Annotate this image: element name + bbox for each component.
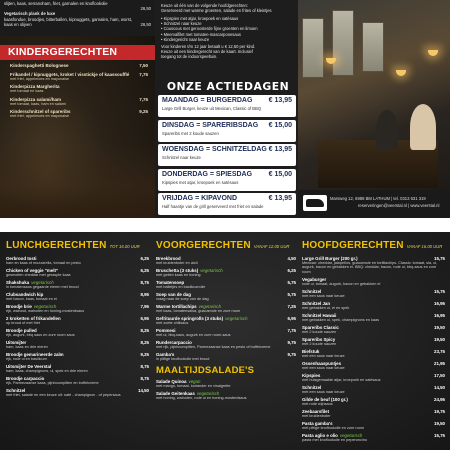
menu-item-name: Salade Geitenkaas bbox=[156, 391, 195, 397]
actiedag-head bbox=[162, 171, 292, 179]
kinder-item bbox=[10, 84, 148, 93]
window-decor bbox=[302, 18, 324, 78]
menu-item-desc: met kruidenboter en aioli bbox=[156, 261, 198, 265]
actiedag-block bbox=[158, 193, 296, 215]
menu-item-name: Tomatensoep bbox=[156, 280, 185, 285]
kinder-item-desc: met tomaat, kaas, ham en salami bbox=[10, 101, 66, 106]
menu-item-price: 21,95 bbox=[434, 360, 445, 366]
menu-item bbox=[6, 340, 149, 349]
menu-item-name: Uitsmijter De Veerstal bbox=[6, 364, 52, 369]
menu-item-desc: met pittige knoflookolie en zure room bbox=[302, 425, 365, 430]
header-line-name: Vegetarisch plank de luxe bbox=[4, 11, 56, 17]
actiedag-dish: SPARERIBSDAG bbox=[202, 121, 259, 129]
menu-item bbox=[302, 421, 445, 430]
actiedag-day: DONDERDAG bbox=[162, 170, 208, 178]
actiedag-desc: Half haantje van de grill geserveerd met friet en salade bbox=[162, 204, 264, 209]
header-line-price: 26,50 bbox=[140, 6, 151, 12]
menu-item bbox=[156, 328, 296, 337]
salades-list bbox=[156, 379, 296, 400]
intro-bullet: • Meervalfilet met tomaten-mascarponesaus bbox=[161, 32, 295, 37]
intro-line: Keuze uit één van de volgende hoofdgerechten: bbox=[161, 3, 248, 8]
actiedag-price: € 15,00 bbox=[268, 121, 292, 129]
menu-item-name: Schnitzel bbox=[302, 384, 322, 390]
kinder-item bbox=[10, 72, 148, 81]
actiedag-block bbox=[158, 144, 296, 166]
voorgerechten-hours: VANAF 12.00 UUR bbox=[253, 244, 290, 249]
menu-item-desc: met een saus naar keuze bbox=[302, 389, 345, 394]
actiedag-price: € 13,95 bbox=[268, 97, 292, 104]
header-line-desc: kaas en olijven bbox=[4, 21, 32, 27]
menu-item bbox=[302, 373, 445, 382]
menu-item-name: Soep van de dag bbox=[156, 292, 191, 297]
menu-item-name: 2 kroketten of frikandellen bbox=[6, 316, 61, 321]
menu-item-name: Biefstuk bbox=[302, 348, 320, 354]
menu-item bbox=[6, 352, 149, 361]
actiedag-price: € 13,95 bbox=[268, 195, 292, 202]
restaurant-photo-left bbox=[0, 140, 155, 218]
menu-item-desc: met huisgemaakte atjar, kroepoek en satésaus bbox=[302, 377, 381, 382]
menu-item bbox=[156, 256, 296, 265]
footnote-line: Keuze uit een kindergerecht van de kaart. Inclusief bbox=[161, 48, 253, 54]
menu-item-name: Spareribs Spicy bbox=[302, 336, 336, 342]
diet-label: vegetarisch bbox=[33, 304, 57, 309]
menu-item-desc: gesmolten cheddar met geraspte kaas bbox=[6, 273, 71, 277]
menu-item-desc: met een saus naar keuze bbox=[302, 293, 345, 298]
diet-label: vegetarisch bbox=[225, 316, 248, 321]
menu-item-price: 6,95 bbox=[287, 316, 296, 321]
menu-item-desc: met ui, bbq-saus, augurk en zure room-saus bbox=[156, 333, 231, 337]
actiedag-head bbox=[162, 195, 292, 203]
menu-item bbox=[156, 316, 296, 325]
menu-item-desc: met rijk, pijnboompitten, Parmezaanse kaas en pesto of truffelcreme bbox=[156, 345, 271, 349]
menu-item-name: Broodje gemarineerde zalm bbox=[6, 352, 64, 357]
menu-item bbox=[156, 352, 296, 361]
actiedag-price: € 13,95 bbox=[268, 146, 292, 153]
menu-item-name: Broodje brie bbox=[6, 304, 32, 309]
kinder-item-name: Kinderpizza Margherita bbox=[10, 84, 60, 89]
actiedag-block bbox=[158, 95, 296, 117]
window-decor bbox=[332, 10, 354, 76]
menu-item bbox=[156, 304, 296, 313]
hoofdgerechten-column bbox=[302, 232, 445, 450]
menu-item-desc: met rode wijnsaus bbox=[302, 401, 333, 406]
menu-item-price: 9,75 bbox=[287, 352, 296, 357]
footer-address: Marsweg 12, 6988 BM LATHUM | tel. 0313 631 319 bbox=[330, 196, 426, 201]
menu-item-price: 6,25 bbox=[140, 268, 149, 273]
actiedag-name: MAANDAG = BURGERDAG bbox=[162, 97, 253, 104]
menu-item-name: Pommesi bbox=[156, 328, 176, 333]
menu-item-price: 7,75 bbox=[287, 328, 296, 333]
menu-item-price: 15,75 bbox=[434, 432, 445, 438]
actiedag-day: WOENSDAG bbox=[162, 146, 204, 153]
top-middle-panel bbox=[155, 0, 298, 218]
actiedag-head bbox=[162, 122, 292, 130]
menu-item bbox=[156, 292, 296, 301]
intro-bullet-list bbox=[161, 16, 295, 43]
menu-item-desc: ham en kaas of mozzarella, tomaat en pesto bbox=[6, 261, 81, 265]
menu-item bbox=[156, 379, 296, 388]
menu-item bbox=[302, 409, 445, 418]
menu-item bbox=[302, 256, 445, 274]
menu-item bbox=[156, 340, 296, 349]
lunch-hours: TOT 16.00 UUR bbox=[109, 244, 140, 249]
menu-item-price: 6,25 bbox=[140, 256, 149, 261]
intro-line: Geserveerd met warme groenten, salade en frites of kleintjes bbox=[161, 8, 272, 14]
menu-item-name: Broodje carpaccio bbox=[6, 376, 45, 381]
actiedag-day: VRIJDAG bbox=[162, 195, 194, 202]
restaurant-photo-right bbox=[298, 0, 450, 218]
menu-item-price: 7,95 bbox=[140, 304, 149, 309]
kinder-item-name: Kinderspaghetti Bolognese bbox=[10, 63, 69, 68]
voorgerechten-list bbox=[156, 256, 296, 361]
menu-item bbox=[302, 349, 445, 358]
menu-item-price: 5,75 bbox=[287, 292, 296, 297]
menu-item bbox=[302, 337, 445, 346]
actiedag-head bbox=[162, 97, 292, 105]
actiedag-desc: Spareribs met 2 koude sauzen bbox=[162, 130, 219, 136]
kinder-item bbox=[10, 63, 148, 68]
menu-item-price: 4,50 bbox=[287, 256, 296, 261]
diet-label: vegetarisch bbox=[200, 268, 223, 273]
kinder-item bbox=[10, 97, 148, 106]
actiedag-dish: SCHNITZELDAG bbox=[211, 146, 267, 153]
intro-footnote bbox=[161, 44, 295, 60]
header-line-price: 26,50 bbox=[140, 21, 151, 27]
menu-item bbox=[6, 364, 149, 373]
header-line-desc: kaasfondue, broodjes, bitterballen, kipnuggets, garnalen, ham, worst, bbox=[4, 16, 133, 22]
diet-label: vegetarisch bbox=[196, 391, 220, 397]
menu-item bbox=[302, 325, 445, 334]
menu-item bbox=[6, 256, 149, 265]
header-line-desc: slijten, kaas, serranoham, friet, garnalen en knoflookolie bbox=[4, 1, 108, 6]
lunch-column bbox=[6, 232, 149, 450]
kinder-section-bar bbox=[0, 45, 155, 60]
diet-label: vegetarisch bbox=[198, 304, 222, 309]
menu-item-desc: rijk, rode ui en basilicum bbox=[6, 357, 47, 361]
brochure-footer bbox=[298, 190, 450, 218]
menu-item bbox=[302, 433, 445, 442]
menu-item-price: 14,50 bbox=[434, 384, 445, 390]
menu-item-price: 17,50 bbox=[434, 372, 445, 378]
kinder-item-head bbox=[10, 63, 148, 68]
hoofdgerechten-hours: VANAF 16.00 UUR bbox=[406, 244, 443, 249]
header-menu-line bbox=[4, 22, 151, 27]
kinder-item-name: Kinderpizza salami/ham bbox=[10, 96, 62, 102]
menu-item-name: Chicken of veggie "melt" bbox=[6, 268, 58, 273]
menu-item-price: 14,50 bbox=[138, 388, 149, 393]
menu-item bbox=[6, 292, 149, 301]
menu-item bbox=[302, 301, 445, 310]
menu-item-desc: ham, kaas, champignons, ui, spek en drie eieren bbox=[6, 369, 88, 373]
menu-item-desc: ham, kaas en drie eieren bbox=[6, 345, 48, 349]
actiedag-price: € 15,00 bbox=[268, 170, 292, 178]
menu-item-price: 7,25 bbox=[287, 304, 296, 309]
menu-item-price: 19,50 bbox=[434, 336, 445, 342]
intro-bullet: • Schnitzel naar keuze bbox=[161, 21, 295, 26]
menu-item-price: 8,75 bbox=[140, 364, 149, 369]
actiedag-day: MAANDAG bbox=[162, 97, 199, 104]
menu-item bbox=[156, 280, 296, 289]
menu-item-name: Spareribs Classic bbox=[302, 324, 339, 330]
menu-item-price: 6,25 bbox=[287, 268, 296, 273]
actiedag-desc: Kipspies met atjar, kroepoek en satésaus bbox=[162, 179, 239, 185]
actiedag-day: DINSDAG bbox=[162, 121, 195, 129]
actiedag-block bbox=[158, 169, 296, 191]
actiedag-head bbox=[162, 146, 292, 154]
hoofdgerechten-title: HOOFDGERECHTEN VANAF 16.00 UUR bbox=[302, 240, 443, 251]
actiedag-name: DINSDAG = SPARERIBSDAG bbox=[162, 121, 259, 129]
menu-item-price: 5,75 bbox=[287, 280, 296, 285]
menu-item-price: 9,25 bbox=[140, 352, 149, 357]
menu-item-name: Uitsmijter bbox=[6, 340, 27, 345]
menu-item-desc: rijk, augurk, bbq saus en zure room saus bbox=[6, 333, 75, 337]
menu-item-desc: rijk, Parmezaanse kaas, pijnboompitten en truffelcreme bbox=[6, 381, 99, 385]
salades-title: MAALTIJDSALADE'S bbox=[156, 365, 255, 377]
menu-item-name: Pasta gamba's bbox=[302, 420, 333, 426]
menu-item bbox=[302, 385, 445, 394]
diet-label: vegetarisch bbox=[31, 280, 54, 285]
intro-bullet: • Kindergericht naar keuze bbox=[161, 37, 295, 42]
menu-item-price: 15,75 bbox=[434, 288, 445, 294]
menu-item-price: 9,75 bbox=[287, 340, 296, 345]
kinder-item-desc: met friet, appelmoes en mayonaise bbox=[10, 114, 70, 118]
voorgerechten-title: VOORGERECHTEN VANAF 12.00 UUR bbox=[156, 240, 290, 251]
ferry-logo-icon bbox=[303, 195, 327, 211]
menu-item-desc: in pittige knoflookolie met brood bbox=[156, 357, 210, 361]
menu-item bbox=[6, 376, 149, 385]
menu-item-desc: met een saus naar keuze bbox=[302, 353, 345, 358]
menu-item-name: Warme tortillachips bbox=[156, 304, 197, 309]
menu-item-desc: met balletjes en basilicumolie bbox=[156, 285, 206, 289]
footer-contact: reserveringen@veerstal.nl | www.veerstal.nl bbox=[358, 203, 440, 208]
voorgerechten-column bbox=[156, 232, 296, 450]
chalkboard-menu-page bbox=[0, 232, 450, 450]
menu-item-price: 6,95 bbox=[140, 316, 149, 321]
menu-item-name: Rundercarpaccio bbox=[156, 340, 192, 345]
actiedag-name: DONDERDAG = SPIESDAG bbox=[162, 170, 253, 178]
menu-item bbox=[6, 304, 149, 313]
menu-item-price: 8,95 bbox=[140, 292, 149, 297]
menu-item bbox=[6, 268, 149, 277]
menu-item-price: 8,75 bbox=[140, 280, 149, 285]
top-brochure-page bbox=[0, 0, 450, 218]
actiedag-block bbox=[158, 120, 296, 142]
menu-item-price: 16,95 bbox=[434, 300, 445, 306]
actiedag-desc: Schnitzel naar keuze bbox=[162, 155, 201, 160]
menu-item-name: Breekbrood bbox=[156, 256, 181, 261]
menu-item-price: 24,95 bbox=[434, 396, 445, 402]
menu-item-name: Gefrituurde springrolls (3 stuks) bbox=[156, 316, 224, 321]
lunch-list bbox=[6, 256, 149, 397]
menu-item-desc: Mexican: cheddar, jalapeños, guacamole en tortillachips. Classic: tomaat, sla, ui, augurk, bacon en gebakken ei. BBQ: cheddar, bacon, rode ui, bbq-saus en zure room bbox=[302, 261, 438, 274]
menu-item-price: 23,75 bbox=[434, 348, 445, 354]
menu-item bbox=[156, 268, 296, 277]
menu-item-price: 15,75 bbox=[434, 256, 445, 261]
guest-decor bbox=[376, 110, 398, 150]
menu-item-name: Schnitzel Jan bbox=[302, 300, 331, 306]
menu-item-price: 19,50 bbox=[434, 324, 445, 330]
menu-intro bbox=[161, 3, 295, 60]
menu-item-name: Large Grill Burger (200 gr.) bbox=[302, 256, 358, 261]
menu-item bbox=[302, 289, 445, 298]
menu-item-desc: met 2 koude sauzen bbox=[302, 341, 337, 346]
menu-item bbox=[6, 328, 149, 337]
menu-item-name: Oerbrood tosti bbox=[6, 256, 37, 261]
actiedag-dish: BURGERDAG bbox=[206, 97, 253, 104]
kinder-item-price: 7,75 bbox=[139, 96, 148, 102]
menu-item-desc: met zoete chilisaus bbox=[156, 321, 189, 325]
menu-item-name: Gamba's bbox=[156, 352, 175, 357]
menu-item bbox=[156, 391, 296, 400]
menu-item-desc: met kaas, tomatensalsa, guacamole en zure room bbox=[156, 309, 241, 313]
menu-item-name: Vegaburger bbox=[302, 276, 327, 282]
lunch-title: LUNCHGERECHTEN TOT 16.00 UUR bbox=[6, 240, 140, 251]
window-decor bbox=[362, 22, 384, 72]
diet-label: vegan bbox=[188, 379, 201, 385]
menu-item-name: Shakshuka bbox=[6, 280, 30, 285]
menu-item-desc: in tomatensaus gegaarde eieren met brood bbox=[6, 285, 79, 289]
kinder-item-desc: met tomaat en kaas bbox=[10, 89, 44, 93]
menu-item-desc: vraag naar de soep van de dag bbox=[156, 297, 209, 301]
menu-item-desc: met 2 koude sauzen bbox=[302, 329, 337, 334]
kinder-item-price: 7,75 bbox=[139, 71, 148, 77]
menu-item-name: Bruschetta (3 stuks) bbox=[156, 268, 199, 273]
menu-item-price: 8,75 bbox=[140, 376, 149, 381]
menu-item-desc: met bacon, kaas, tomaat en ei bbox=[6, 297, 57, 301]
menu-item-desc: met honing, walnoten, rode ui en honing-mosterdsaus bbox=[156, 396, 247, 401]
menu-item bbox=[6, 388, 149, 397]
menu-item bbox=[302, 397, 445, 406]
kinder-item-price: 7,50 bbox=[139, 63, 148, 68]
menu-item-price: 16,95 bbox=[434, 312, 445, 318]
actiedag-name: VRIJDAG = KIPAVOND bbox=[162, 195, 238, 202]
menu-item-name: Zeebaarsfilet bbox=[302, 408, 330, 414]
kinder-item-name: Frikandel / kipnuggets, kroket / visstickje of kaassoufflé bbox=[10, 71, 130, 77]
menu-item-name: Pasta aglio e olio bbox=[302, 432, 338, 438]
menu-item-desc: met mango, tomaat, koriander en vinaigrette bbox=[156, 384, 231, 389]
actiedag-dish: KIPAVOND bbox=[201, 195, 238, 202]
diet-label: vegetarisch bbox=[339, 432, 363, 438]
kinder-item-price: 9,25 bbox=[139, 109, 148, 114]
kinder-item bbox=[10, 109, 148, 118]
menu-item-desc: op brood of met friet bbox=[6, 321, 40, 325]
actiedag-dish: SPIESDAG bbox=[215, 170, 253, 178]
actiedagen-title: ONZE ACTIEDAGEN bbox=[166, 80, 290, 93]
actiedag-name: WOENSDAG = SCHNITZELDAG bbox=[162, 146, 267, 153]
intro-bullet: • Kipspies met atjar, kroepoek en satésaus bbox=[161, 16, 295, 21]
lamp-decor bbox=[396, 70, 406, 76]
menu-item-price: 19,50 bbox=[434, 420, 445, 426]
menu-item-desc: rode ui, tomaat, augurk, bacon en gebakken ei bbox=[302, 281, 381, 286]
top-left-panel bbox=[0, 0, 155, 218]
intro-bullet: • Couscous met geroosterde fijne groenten en limoen bbox=[161, 26, 295, 31]
footnote-line: toegang tot de indoorspeeltuin. bbox=[161, 54, 218, 60]
menu-item bbox=[302, 361, 445, 370]
menu-item bbox=[6, 316, 149, 325]
kinder-item-desc: met friet, appelmoes en mayonaise bbox=[10, 76, 70, 81]
lamp-decor bbox=[428, 50, 438, 56]
menu-item-name: Schnitzel bbox=[6, 388, 26, 393]
menu-item-name: Kipspies bbox=[302, 372, 321, 378]
menu-item-price: 8,25 bbox=[140, 340, 149, 345]
menu-item bbox=[302, 277, 445, 286]
menu-item-desc: pasta met knoflookolie en peperoncino bbox=[302, 437, 368, 442]
menu-item-name: Broodje pulled bbox=[6, 328, 37, 333]
menu-item-desc: met geiten kaas en honing bbox=[156, 273, 201, 277]
guest-decor bbox=[410, 104, 436, 150]
actiedag-desc: Large Grill Burger, keuze uit Mexican, Classic of BBQ bbox=[162, 106, 262, 111]
menu-item-name: Schnitzel bbox=[302, 288, 322, 294]
menu-item-price: 19,75 bbox=[434, 408, 445, 414]
kinder-item-name: Kinderschnitzel of spareribs bbox=[10, 109, 71, 114]
menu-item-name: Schnitzel Hawaii bbox=[302, 312, 337, 318]
hoofdgerechten-list bbox=[302, 256, 445, 442]
menu-item bbox=[6, 280, 149, 289]
menu-item-price: 8,25 bbox=[140, 328, 149, 333]
menu-item-name: Gilde de beuf (100 gr.) bbox=[302, 396, 348, 402]
menu-item-name: Ossenhaaspuntjes bbox=[302, 360, 342, 366]
menu-item-desc: met gebakken ui, ei en spek bbox=[302, 305, 350, 310]
menu-item-desc: met friet, salade en een keuze uit: saté - champignon - of pepersaus bbox=[6, 393, 121, 397]
menu-item-desc: met kruidenboter bbox=[302, 413, 331, 418]
kinder-section-title: KINDERGERECHTEN bbox=[8, 46, 118, 58]
kinder-list bbox=[10, 63, 148, 122]
menu-item bbox=[302, 313, 445, 322]
menu-item-desc: met gebakken ui, spek, champignons en kaas bbox=[302, 317, 380, 322]
menu-item-desc: rijk, walnoot, walnoten en honing-mosterdsaus bbox=[6, 309, 85, 313]
top-left-header bbox=[0, 0, 155, 36]
kinder-item-head bbox=[10, 72, 148, 77]
menu-item-name: Salade Quinoa bbox=[156, 379, 187, 385]
footnote-line: Voor kinderen t/m 12 jaar betaalt u € 12,50 per kind. bbox=[161, 43, 256, 49]
menu-item-desc: met een saus naar keuze bbox=[302, 365, 345, 370]
menu-item-name: Clubsandwich kip bbox=[6, 292, 44, 297]
